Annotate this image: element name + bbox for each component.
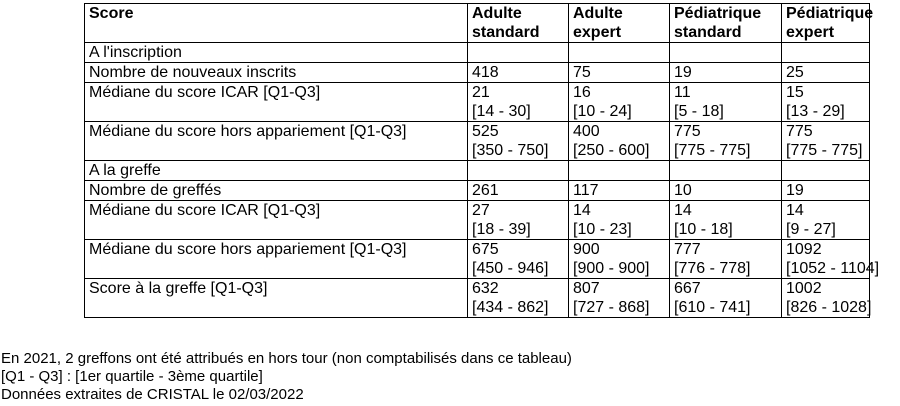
value-cell [569, 83, 670, 122]
table-header-row [85, 4, 870, 43]
median-value: 775 [674, 123, 701, 140]
median-value: 14 [786, 202, 804, 219]
quartile-range: [350 - 750] [472, 142, 549, 159]
value-cell [670, 279, 782, 318]
quartile-range: [13 - 29] [786, 103, 845, 120]
quartile-range: [14 - 30] [472, 103, 531, 120]
empty-cell [468, 43, 569, 63]
footnote-quartiles: [Q1 - Q3] : [1er quartile - 3ème quartile] [1, 368, 263, 385]
median-value: 21 [472, 84, 490, 101]
section-label: A l'inscription [85, 43, 468, 63]
median-value: 775 [786, 123, 813, 140]
row-label: Médiane du score ICAR [Q1-Q3] [85, 201, 468, 240]
quartile-range: [10 - 23] [573, 221, 632, 238]
value-cell [670, 240, 782, 279]
median-value: 10 [674, 182, 692, 199]
value-cell [468, 240, 569, 279]
empty-cell [782, 43, 870, 63]
quartile-range: [10 - 18] [674, 221, 733, 238]
quartile-range: [250 - 600] [573, 142, 650, 159]
table-row [85, 122, 870, 161]
median-value: 1092 [786, 241, 822, 258]
value-cell [670, 63, 782, 83]
value-cell [569, 122, 670, 161]
table-row [85, 201, 870, 240]
median-value: 675 [472, 241, 499, 258]
quartile-range: [775 - 775] [674, 142, 751, 159]
quartile-range: [18 - 39] [472, 221, 531, 238]
median-value: 261 [472, 182, 499, 199]
value-cell [782, 201, 870, 240]
quartile-range: [450 - 946] [472, 260, 549, 277]
value-cell [782, 122, 870, 161]
footnote-hors-tour: En 2021, 2 greffons ont été attribués en hors tour (non comptabilisés dans ce tableau) [1, 350, 572, 367]
table-row [85, 63, 870, 83]
empty-cell [670, 43, 782, 63]
median-value: 14 [573, 202, 591, 219]
value-cell [468, 201, 569, 240]
row-label: Nombre de nouveaux inscrits [85, 63, 468, 83]
median-value: 11 [674, 84, 691, 101]
empty-cell [468, 161, 569, 181]
row-label: Médiane du score hors appariement [Q1-Q3] [85, 240, 468, 279]
median-value: 19 [786, 182, 804, 199]
quartile-range: [1052 - 1104] [786, 260, 880, 277]
median-value: 14 [674, 202, 692, 219]
quartile-range: [900 - 900] [573, 260, 650, 277]
median-value: 19 [674, 64, 692, 81]
median-value: 117 [573, 182, 599, 199]
quartile-range: [826 - 1028] [786, 299, 872, 316]
median-value: 25 [786, 64, 804, 81]
quartile-range: [9 - 27] [786, 221, 836, 238]
median-value: 16 [573, 84, 591, 101]
median-value: 900 [573, 241, 600, 258]
median-value: 807 [573, 280, 600, 297]
median-value: 75 [573, 64, 591, 81]
median-value: 777 [674, 241, 701, 258]
table-row [85, 240, 870, 279]
value-cell [670, 181, 782, 201]
value-cell [782, 181, 870, 201]
header-score: Score [85, 4, 468, 43]
table-row [85, 279, 870, 318]
value-cell [569, 63, 670, 83]
empty-cell [569, 161, 670, 181]
row-label: Nombre de greffés [85, 181, 468, 201]
header-pediatrique-standard: Pédiatrique standard [670, 4, 782, 43]
section-row [85, 43, 870, 63]
header-pediatrique-expert: Pédiatrique expert [782, 4, 870, 43]
value-cell [468, 181, 569, 201]
empty-cell [569, 43, 670, 63]
quartile-range: [775 - 775] [786, 142, 863, 159]
value-cell [782, 63, 870, 83]
row-label: Médiane du score hors appariement [Q1-Q3] [85, 122, 468, 161]
value-cell [468, 279, 569, 318]
value-cell [468, 122, 569, 161]
median-value: 418 [472, 64, 499, 81]
value-cell [782, 240, 880, 279]
value-cell [670, 83, 782, 122]
row-label: Médiane du score ICAR [Q1-Q3] [85, 83, 468, 122]
empty-cell [670, 161, 782, 181]
quartile-range: [5 - 18] [674, 103, 724, 120]
median-value: 15 [786, 84, 804, 101]
table-body [85, 43, 880, 318]
table-row [85, 181, 870, 201]
median-value: 27 [472, 202, 490, 219]
value-cell [569, 201, 670, 240]
median-value: 1002 [786, 280, 822, 297]
value-cell [670, 122, 782, 161]
section-label: A la greffe [85, 161, 468, 181]
value-cell [782, 279, 870, 318]
footnotes [1, 350, 572, 404]
footnote-source: Données extraites de CRISTAL le 02/03/2022 [1, 386, 304, 403]
table-row [85, 83, 870, 122]
median-value: 525 [472, 123, 499, 140]
value-cell [670, 201, 782, 240]
median-value: 632 [472, 280, 499, 297]
score-table [84, 3, 880, 318]
quartile-range: [776 - 778] [674, 260, 751, 277]
quartile-range: [10 - 24] [573, 103, 632, 120]
value-cell [468, 83, 569, 122]
section-row [85, 161, 870, 181]
row-label: Score à la greffe [Q1-Q3] [85, 279, 468, 318]
value-cell [569, 240, 670, 279]
value-cell [569, 181, 670, 201]
value-cell [468, 63, 569, 83]
median-value: 667 [674, 280, 701, 297]
quartile-range: [727 - 868] [573, 299, 650, 316]
value-cell [782, 83, 870, 122]
header-adulte-expert: Adulte expert [569, 4, 670, 43]
median-value: 400 [573, 123, 600, 140]
empty-cell [782, 161, 870, 181]
header-adulte-standard: Adulte standard [468, 4, 569, 43]
value-cell [569, 279, 670, 318]
quartile-range: [434 - 862] [472, 299, 549, 316]
quartile-range: [610 - 741] [674, 299, 751, 316]
